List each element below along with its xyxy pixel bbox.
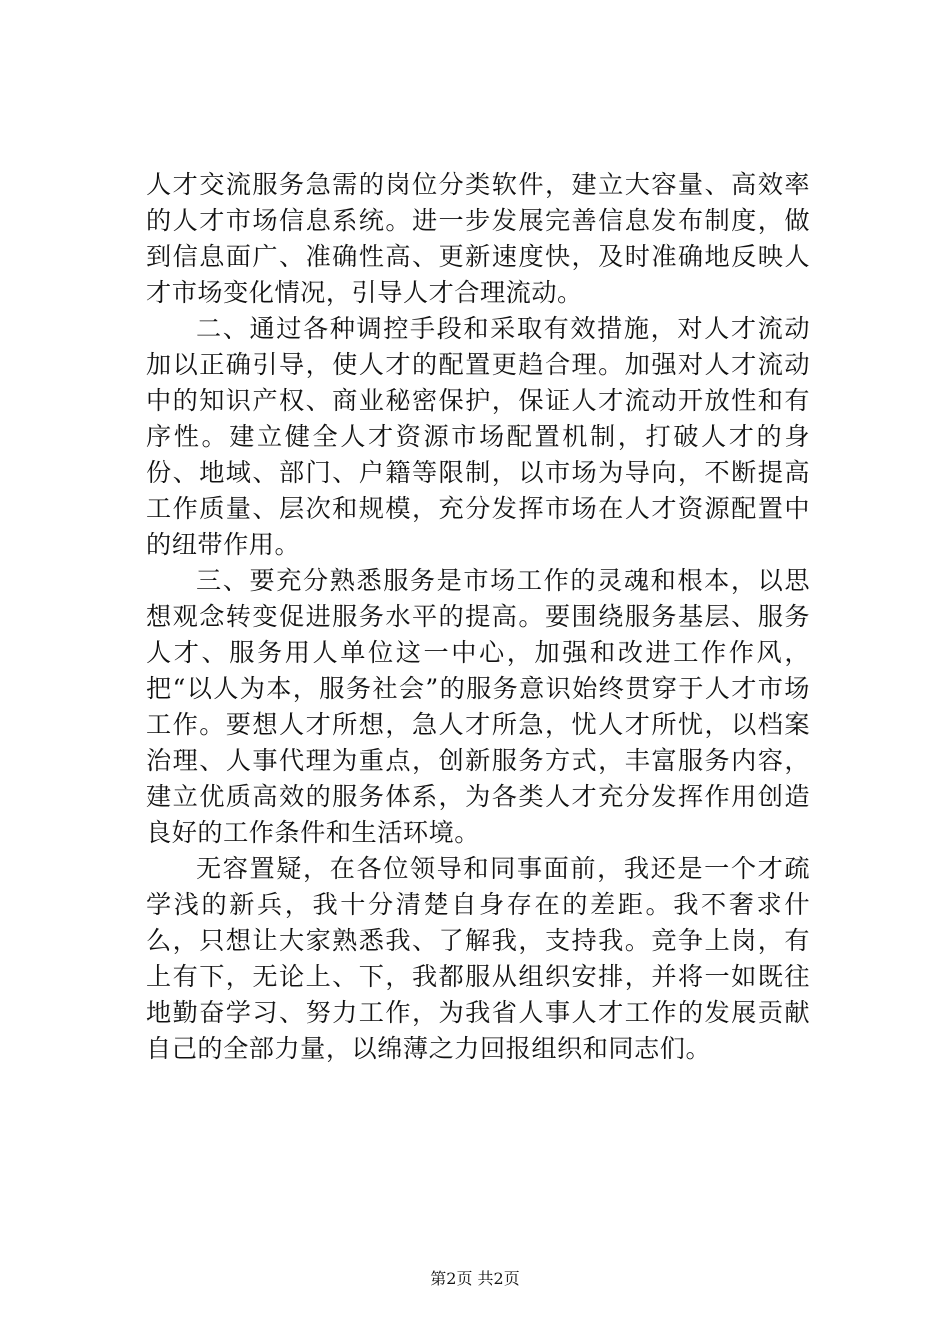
paragraph-continuation: 人才交流服务急需的岗位分类软件，建立大容量、高效率的人才市场信息系统。进一步发展完善信息发布制度，做到信息面广、准确性高、更新速度快，及时准确地反映人才市场变化情况，引导人才合理流动。 [146, 170, 810, 307]
paragraph-point-two: 二、通过各种调控手段和采取有效措施，对人才流动加以正确引导，使人才的配置更趋合理。加强对人才流动中的知识产权、商业秘密保护，保证人才流动开放性和有序性。建立健全人才资源市场配置机制，打破人才的身份、地域、部门、户籍等限制，以市场为导向，不断提高工作质量、层次和规模，充分发挥市场在人才资源配置中的纽带作用。 [146, 314, 810, 559]
page-footer: 第2页 共2页 [430, 1269, 520, 1288]
document-body [146, 167, 810, 1067]
paragraph-closing: 无容置疑，在各位领导和同事面前，我还是一个才疏学浅的新兵，我十分清楚自身存在的差距。我不奢求什么，只想让大家熟悉我、了解我，支持我。竞争上岗，有上有下，无论上、下，我都服从组织安排，并将一如既往地勤奋学习、努力工作，为我省人事人才工作的发展贡献自己的全部力量，以绵薄之力回报组织和同志们。 [146, 854, 810, 1063]
paragraph-point-three: 三、要充分熟悉服务是市场工作的灵魂和根本，以思想观念转变促进服务水平的提高。要围绕服务基层、服务人才、服务用人单位这一中心，加强和改进工作作风，把“以人为本，服务社会”的服务意识始终贯穿于人才市场工作。要想人才所想，急人才所急，忧人才所忧，以档案治理、人事代理为重点，创新服务方式，丰富服务内容，建立优质高效的服务体系，为各类人才充分发挥作用创造良好的工作条件和生活环境。 [146, 566, 810, 847]
